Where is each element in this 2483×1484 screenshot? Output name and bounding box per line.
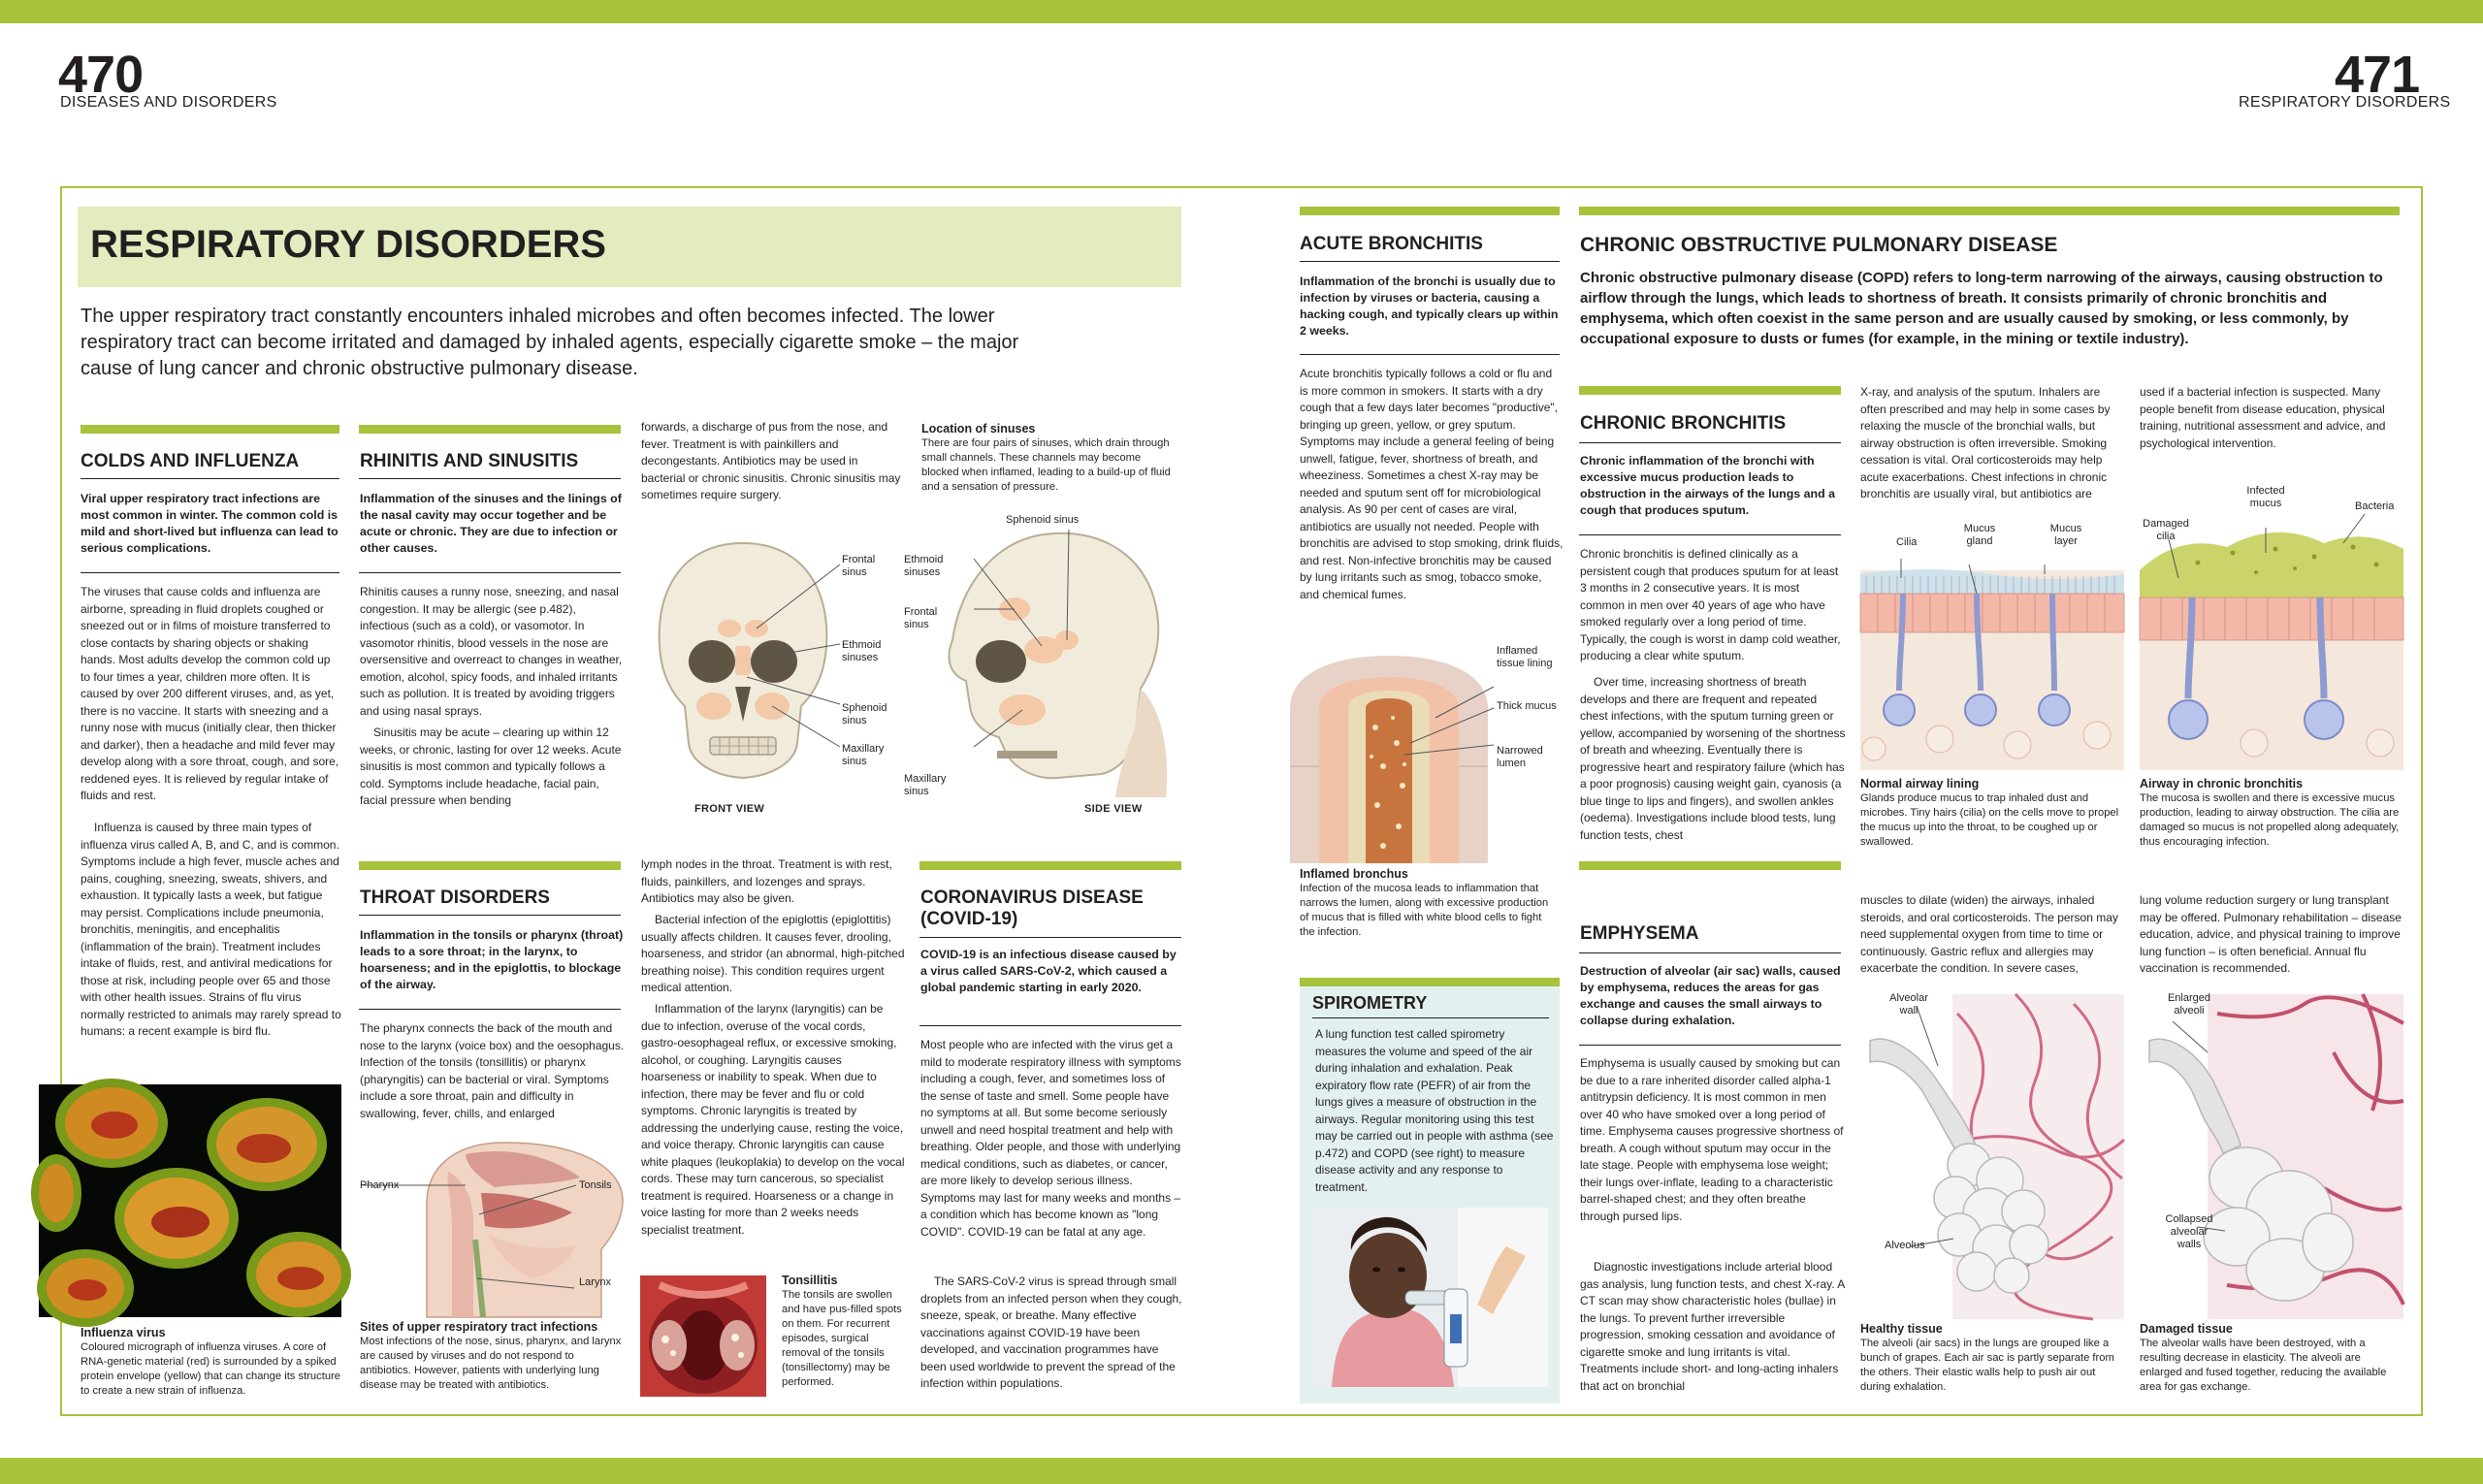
healthy-label-alveolar-wall: Alveolar wall xyxy=(1889,992,1928,1016)
chronic-bronchitis-body-2: Over time, increasing shortness of breath develops and there are frequent and repeated chest infections, with the sputum turning green or yellow, accompanied by worsening of the shortness of breath and wheezing. Eventually there is progressive heart and respiratory failure (which has a poor prognosis) causing weight gain, cyanosis (a blue tinge to lips and fingers), and swollen ankles (oedema). Investigations include blood tests, lung function tests, chest xyxy=(1580,675,1846,842)
front-label-sphenoid: Sphenoid sinus xyxy=(842,702,887,726)
bronchus-label-mucus: Thick mucus xyxy=(1497,700,1557,712)
bronchus-caption-title: Inflamed bronchus xyxy=(1300,867,1408,881)
bronchus-caption: Infection of the mucosa leads to inflammation that narrows the lumen, along with excessive production of mucus that is filled with white blood cells to fight the infection. xyxy=(1300,883,1549,938)
bronchitis-heading-rule xyxy=(1300,207,1560,215)
normal-label-cilia: Cilia xyxy=(1896,536,1918,548)
rhinitis-body-1: Rhinitis causes a runny nose, sneezing, and nasal congestion. It may be allergic (see p.482), infectious (such as a cold), or vasomotor. In vasomotor rhinitis, blood vessels in the nose are oversensitive and overreact to changes in weather, emotion, alcohol, spicy foods, and inhaled irritants such as pollution. It is treated by avoiding triggers and using nasal sprays. xyxy=(360,585,623,718)
throat-body-4: Inflammation of the larynx (laryngitis) can be due to infection, overuse of the vocal cords, gastro-oesophageal reflux, or excessive smoking, alcohol, or coughing. Laryngitis causes hoarseness or inability to speak. When due to infection, there may be fever and flu or cold symptoms. Chronic laryngitis is treated by addressing the underlying cause, resting the voice, and voice therapy. Chronic laryngitis can cause white plaques (leukoplakia) to develop on the vocal cords. These may turn cancerous, so specialist treatment is required. Hoarseness or a change in voice lasting for more than 2 weeks needs specialist treatment. xyxy=(641,1002,905,1237)
damaged-airway-caption: The mucosa is swollen and there is excessive mucus production, leading to airway obstruction. The cilia are damaged so mucus is not propelled along adequately, thus encouraging infection. xyxy=(2140,792,2400,848)
tonsillitis-photo xyxy=(640,1275,766,1397)
covid-heading: CORONAVIRUS DISEASE (COVID-19) xyxy=(920,887,1144,929)
colds-lead-divider xyxy=(81,572,339,573)
throat-heading: THROAT DISORDERS xyxy=(360,887,550,908)
damaged-alveoli-illustration xyxy=(2140,994,2403,1319)
rhinitis-heading-rule xyxy=(359,425,621,434)
emphysema-divider xyxy=(1579,952,1841,953)
influenza-virus-micrograph xyxy=(39,1084,341,1317)
damaged-airway-title: Airway in chronic bronchitis xyxy=(2140,777,2304,790)
damaged-label-bacteria: Bacteria xyxy=(2355,500,2395,512)
side-label-maxillary: Maxillary sinus xyxy=(904,773,947,797)
front-label-maxillary: Maxillary sinus xyxy=(842,743,885,767)
throat-caption-title: Sites of upper respiratory tract infections xyxy=(360,1320,598,1334)
healthy-alveoli-illustration xyxy=(1860,994,2124,1319)
throat-body-1: The pharynx connects the back of the mouth and nose to the larynx (voice box) and the oesophagus. Infection of the tonsils (tonsillitis) or pharynx (pharyngitis) can be bacterial or viral. Symptoms include a sore throat, pain and difficulty in swallowing, fever, chills, and enlarged xyxy=(360,1021,625,1120)
copd-lead: Chronic obstructive pulmonary disease (COPD) refers to long-term narrowing of the airways, causing obstruction to airflow through the lungs, which leads to shortness of breath. It consists primarily of chronic bronchitis and emphysema, which often coexist in the same person and are usually caused by smoking, or less commonly, by occupational exposure to dusts or fumes (for example, in the mining or textile industry). xyxy=(1580,270,2383,347)
chronic-bronchitis-lead-divider xyxy=(1579,534,1841,535)
emphysema-body-1: Emphysema is usually caused by smoking but can be due to a rare inherited disorder called alpha-1 antitrypsin deficiency. It is most common in men over 40 who have smoked over a long period of time. Emphysema causes progressive shortness of breath. A cough without sputum may occur in the late stage. People with emphysema lose weight; their lungs over-inflate, leading to a characteristic barrel-shaped chest; and they often breathe through pursed lips. xyxy=(1580,1056,1844,1223)
upper-respiratory-tract-illustration xyxy=(359,1143,630,1317)
chronic-bronchitis-airway-illustration xyxy=(2140,514,2403,770)
colds-heading-rule xyxy=(81,425,339,434)
side-view-label: SIDE VIEW xyxy=(1084,803,1143,815)
throat-body-2: lymph nodes in the throat. Treatment is with rest, fluids, painkillers, and lozenges and sprays. Antibiotics may also be given. xyxy=(641,857,892,905)
damaged-tissue-caption: The alveolar walls have been destroyed, with a resulting decrease in elasticity. The alveoli are enlarged and fused together, reducing the available area for gas exchange. xyxy=(2140,1338,2387,1393)
left-section-label: DISEASES AND DISORDERS xyxy=(60,94,277,111)
bronchitis-body: Acute bronchitis typically follows a cold or flu and is more common in smokers. It starts with a dry cough that a few days later becomes "productive", bringing up green, yellow, or grey sputum. Symptoms may include a general feeling of being unwell, fatigue, fever, shortness of breath, and wheeziness. Sometimes a chest X-ray may be needed and sputum sent off for microbiological analysis. As 90 per cent of cases are viral, antibiotics are usually not needed. People with bronchitis are advised to stop smoking, drink fluids, and rest. Non-infective bronchitis may be caused by lung irritants such as smog, tobacco smoke, and chemical fumes. xyxy=(1300,367,1564,601)
left-page-number: 470 xyxy=(58,46,144,104)
right-section-label: RESPIRATORY DISORDERS xyxy=(2239,94,2451,111)
throat-label-larynx: Larynx xyxy=(579,1276,612,1288)
rhinitis-body-2: Sinusitis may be acute – clearing up within 12 weeks, or chronic, lasting for over 12 weeks. Acute sinusitis is most common and typically follows a cold. Symptoms include headache, facial pain, facial pressure when bending xyxy=(360,726,622,807)
chronic-bronchitis-body-1: Chronic bronchitis is defined clinically as a persistent cough that produces sputum for at least 3 months in 2 consecutive years. It is most common in men over 40 years of age who have smoked regularly over a long period of time. Typically, the cough is worst in damp cold weather, producing a clear white sputum. xyxy=(1580,547,1841,662)
chronic-bronchitis-divider xyxy=(1579,442,1841,443)
rhinitis-lead-divider xyxy=(359,572,621,573)
right-page-number: 471 xyxy=(2335,46,2420,104)
rhinitis-divider xyxy=(359,478,621,479)
bronchitis-divider xyxy=(1300,261,1560,262)
covid-lead: COVID-19 is an infectious disease caused by a virus called SARS-CoV-2, which caused a global pandemic starting in early 2020. xyxy=(920,948,1177,994)
side-label-ethmoid: Ethmoid sinuses xyxy=(904,554,944,578)
bronchitis-lead-divider xyxy=(1300,354,1560,355)
spirometry-heading: SPIROMETRY xyxy=(1312,993,1428,1013)
spirometry-photo xyxy=(1312,1208,1548,1387)
chronic-bronchitis-lead: Chronic inflammation of the bronchi with excessive mucus production leads to obstruction in the airways of the lungs and a cough that produces sputum. xyxy=(1580,454,1835,517)
front-label-frontal: Frontal sinus xyxy=(842,554,876,578)
spirometry-body: A lung function test called spirometry measures the volume and speed of the air during inhalation and exhalation. Peak expiratory flow rate (PEFR) of air from the lungs gives a measure of obstruction in the airways. Regular monitoring using this test may be carried out in people with asthma (see p.472) and COPD (see right) to measure disease activity and any response to treatment. xyxy=(1315,1027,1554,1194)
copd-heading-rule xyxy=(1579,207,2400,215)
covid-divider xyxy=(919,937,1181,938)
emphysema-lead: Destruction of alveolar (air sac) walls, caused by emphysema, reduces the areas for gas exchange and causes the small airways to collapse during exhalation. xyxy=(1580,964,1841,1027)
damaged-label-enlarged-alveoli: Enlarged alveoli xyxy=(2167,992,2211,1016)
influenza-caption: Coloured micrograph of influenza viruses. A core of RNA-genetic material (red) is surrounded by a spiked protein envelope (yellow) that can change its structure to create a new strain of influenza. xyxy=(81,1341,341,1397)
damaged-label-infected-mucus: Infected mucus xyxy=(2246,485,2285,509)
healthy-tissue-caption: The alveoli (air sacs) in the lungs are grouped like a bunch of grapes. Each air sac is partly separate from the others. Their elastic walls help to push air out during exhalation. xyxy=(1860,1338,2114,1393)
colds-divider xyxy=(81,478,339,479)
normal-airway-caption: Glands produce mucus to trap inhaled dust and microbes. Tiny hairs (cilia) on the cells move to propel the mucus up into the throat, to be coughed up or swallowed. xyxy=(1860,792,2119,848)
covid-heading-rule xyxy=(919,861,1181,870)
intro-paragraph: The upper respiratory tract constantly encounters inhaled microbes and often becomes infected. The lower respiratory tract can become irritated and damaged by inhaled agents, especially cigarette smoke – the major cause of lung cancer and chronic obstructive pulmonary disease. xyxy=(81,306,1019,379)
healthy-label-alveolus: Alveolus xyxy=(1885,1240,1925,1251)
influenza-caption-title: Influenza virus xyxy=(81,1326,166,1339)
chronic-bronchitis-body-3: X-ray, and analysis of the sputum. Inhalers are often prescribed and may help in some cases by relaxing the muscle of the bronchial walls, but airway obstruction is often irreversible. Smoking cessation is vital. Oral corticosteroids may help acute exacerbations. Chest infections in chronic bronchitis are usually viral, but antibiotics are xyxy=(1860,385,2111,500)
throat-label-pharynx: Pharynx xyxy=(360,1179,400,1191)
throat-label-tonsils: Tonsils xyxy=(579,1179,612,1191)
colds-lead: Viral upper respiratory tract infections are most common in winter. The common cold is mild and short-lived but influenza can lead to serious complications. xyxy=(81,492,339,555)
bottom-color-bar xyxy=(0,1458,2483,1484)
chronic-bronchitis-heading: CHRONIC BRONCHITIS xyxy=(1580,413,1787,434)
normal-label-mucus-layer: Mucus layer xyxy=(2049,523,2082,547)
normal-label-mucus-gland: Mucus gland xyxy=(1963,523,1996,547)
normal-airway-lining-illustration xyxy=(1860,555,2124,770)
sinuses-caption: There are four pairs of sinuses, which drain through small channels. These channels may become blocked when inflamed, leading to a build-up of fluid and a sensation of pressure. xyxy=(921,437,1171,493)
damaged-label-cilia: Damaged cilia xyxy=(2143,518,2189,542)
front-view-label: FRONT VIEW xyxy=(694,803,765,815)
colds-body-1: The viruses that cause colds and influenza are airborne, spreading in fluid droplets coughed or sneezed out or in films of moisture transferred to close contacts by sharing objects or shaking hands. Most adults develop the common cold up to four times a year, children more often. It is caused by over 200 different viruses, and, as yet, there is no vaccine. It starts with sneezing and a runny nose with mucus (initially clear, then thicker and darker), then a headache and mild fever may develop along with a sore throat, cough, and sore, reddened eyes. It is relieved by regular intake of fluids and rest. xyxy=(81,585,339,802)
damaged-tissue-title: Damaged tissue xyxy=(2140,1322,2233,1336)
front-label-ethmoid: Ethmoid sinuses xyxy=(842,639,882,663)
inflamed-bronchus-illustration xyxy=(1290,650,1494,863)
bronchitis-lead: Inflammation of the bronchi is usually due to infection by viruses or bacteria, causing a hacking cough, and typically clears up within 2 weeks. xyxy=(1300,274,1559,338)
emphysema-heading-rule xyxy=(1579,861,1841,870)
damaged-label-collapsed-walls: Collapsed alveolar walls xyxy=(2165,1213,2213,1250)
throat-lead-divider xyxy=(359,1009,621,1010)
throat-caption: Most infections of the nose, sinus, pharynx, and larynx are caused by viruses and do not respond to antibiotics. However, patients with underlying lung disease may be treated with antibiotics. xyxy=(360,1336,622,1391)
covid-lead-divider xyxy=(919,1025,1181,1026)
emphysema-body-2: Diagnostic investigations include arterial blood gas analysis, lung function tests, and chest X-ray. A CT scan may show characteristic holes (bullae) in the lungs. To prevent further irreversible progression, smoking cessation and avoidance of cigarette smoke and lung irritants is vital. Treatments include short- and long-acting inhalers that act on bronchial xyxy=(1580,1260,1845,1393)
chronic-bronchitis-body-4: used if a bacterial infection is suspected. Many people benefit from disease education, physical training, nutritional assessment and advice, and psychological intervention. xyxy=(2140,385,2386,450)
emphysema-lead-divider xyxy=(1579,1045,1841,1046)
healthy-tissue-title: Healthy tissue xyxy=(1860,1322,1943,1336)
spirometry-divider xyxy=(1312,1017,1549,1018)
bronchus-label-lumen: Narrowed lumen xyxy=(1497,745,1543,769)
sinuses-caption-title: Location of sinuses xyxy=(921,422,1036,436)
throat-body-3: Bacterial infection of the epiglottis (epiglottitis) usually affects children. It causes fever, drooling, hoarseness, and stridor (an abnormal, high-pitched breathing noise). This condition requires urgent medical attention. xyxy=(641,913,905,994)
throat-divider xyxy=(359,915,621,916)
chronic-bronchitis-heading-rule xyxy=(1579,386,1841,395)
covid-body-2: The SARS-CoV-2 virus is spread through small droplets from an infected person when they cough, sneeze, speak, or breathe. Many effective vaccinations against COVID-19 have been developed, and vaccination programmes have been used worldwide to prevent the spread of the infection within populations. xyxy=(920,1274,1182,1390)
throat-heading-rule xyxy=(359,861,621,870)
emphysema-heading: EMPHYSEMA xyxy=(1580,923,1699,944)
tonsillitis-caption: The tonsils are swollen and have pus-filled spots on them. For recurrent episodes, surgical removal of the tonsils (tonsillectomy) may be performed. xyxy=(782,1289,902,1388)
tonsillitis-title: Tonsillitis xyxy=(782,1274,838,1287)
covid-body-1: Most people who are infected with the virus get a mild to moderate respiratory illness with symptoms including a cough, fever, and sometimes loss of the sense of taste and smell. Some people have no symptoms at all. But some become seriously unwell and need hospital treatment and help with breathing. Older people, and those with underlying medical conditions, such as diabetes, or cancer, are more likely to develop serious illness. Symptoms may last for many weeks and months – a condition which has become known as "long COVID". COVID-19 can be fatal at any age. xyxy=(920,1038,1181,1239)
page-title: RESPIRATORY DISORDERS xyxy=(90,223,606,266)
throat-lead: Inflammation in the tonsils or pharynx (throat) leads to a sore throat; in the larynx, to hoarseness; and in the epiglottis, to blockage of the airway. xyxy=(360,928,624,991)
normal-airway-title: Normal airway lining xyxy=(1860,777,1980,790)
side-label-frontal: Frontal sinus xyxy=(904,606,938,630)
bronchus-label-lining: Inflamed tissue lining xyxy=(1497,645,1553,669)
skull-front-view-illustration xyxy=(646,532,840,793)
top-color-bar xyxy=(0,0,2483,23)
rhinitis-heading: RHINITIS AND SINUSITIS xyxy=(360,451,579,471)
copd-heading: CHRONIC OBSTRUCTIVE PULMONARY DISEASE xyxy=(1580,234,2058,256)
emphysema-body-3: muscles to dilate (widen) the airways, inhaled steroids, and oral corticosteroids. The person may need supplemental oxygen from time to time or continuously. Gastric reflux and allergies may exacerbate the condition. In severe cases, xyxy=(1860,893,2118,975)
emphysema-body-4: lung volume reduction surgery or lung transplant may be offered. Pulmonary rehabilitation – disease education, advice, and physical training to improve lung function – is often beneficial. Annual flu vaccination is recommended. xyxy=(2140,893,2402,975)
rhinitis-body-3: forwards, a discharge of pus from the nose, and fever. Treatment is with painkillers and decongestants. Antibiotics may be used in bacterial or chronic sinusitis. Chronic sinusitis may sometimes require surgery. xyxy=(641,420,901,501)
rhinitis-lead: Inflammation of the sinuses and the linings of the nasal cavity may occur together and be acute or chronic. They are due to infection or other causes. xyxy=(360,492,622,555)
bronchitis-heading: ACUTE BRONCHITIS xyxy=(1300,234,1483,254)
colds-heading: COLDS AND INFLUENZA xyxy=(81,451,300,471)
side-label-sphenoid: Sphenoid sinus xyxy=(1006,514,1080,526)
colds-body-2: Influenza is caused by three main types of influenza virus called A, B, and C, and is common. Symptoms include a high fever, muscle aches and pains, coughing, sneezing, sweats, shivers, and exhaustion. It typically lasts a week, but fatigue may persist. Complications include pneumonia, bronchitis, meningitis, and encephalitis (inflammation of the brain). Treatment includes intake of fluids, rest, and antiviral medications for those at risk, including people over 65 and those with other health issues. Strains of flu virus normally restricted to animals may rarely spread to humans: a recent example is bird flu. xyxy=(81,821,341,1038)
